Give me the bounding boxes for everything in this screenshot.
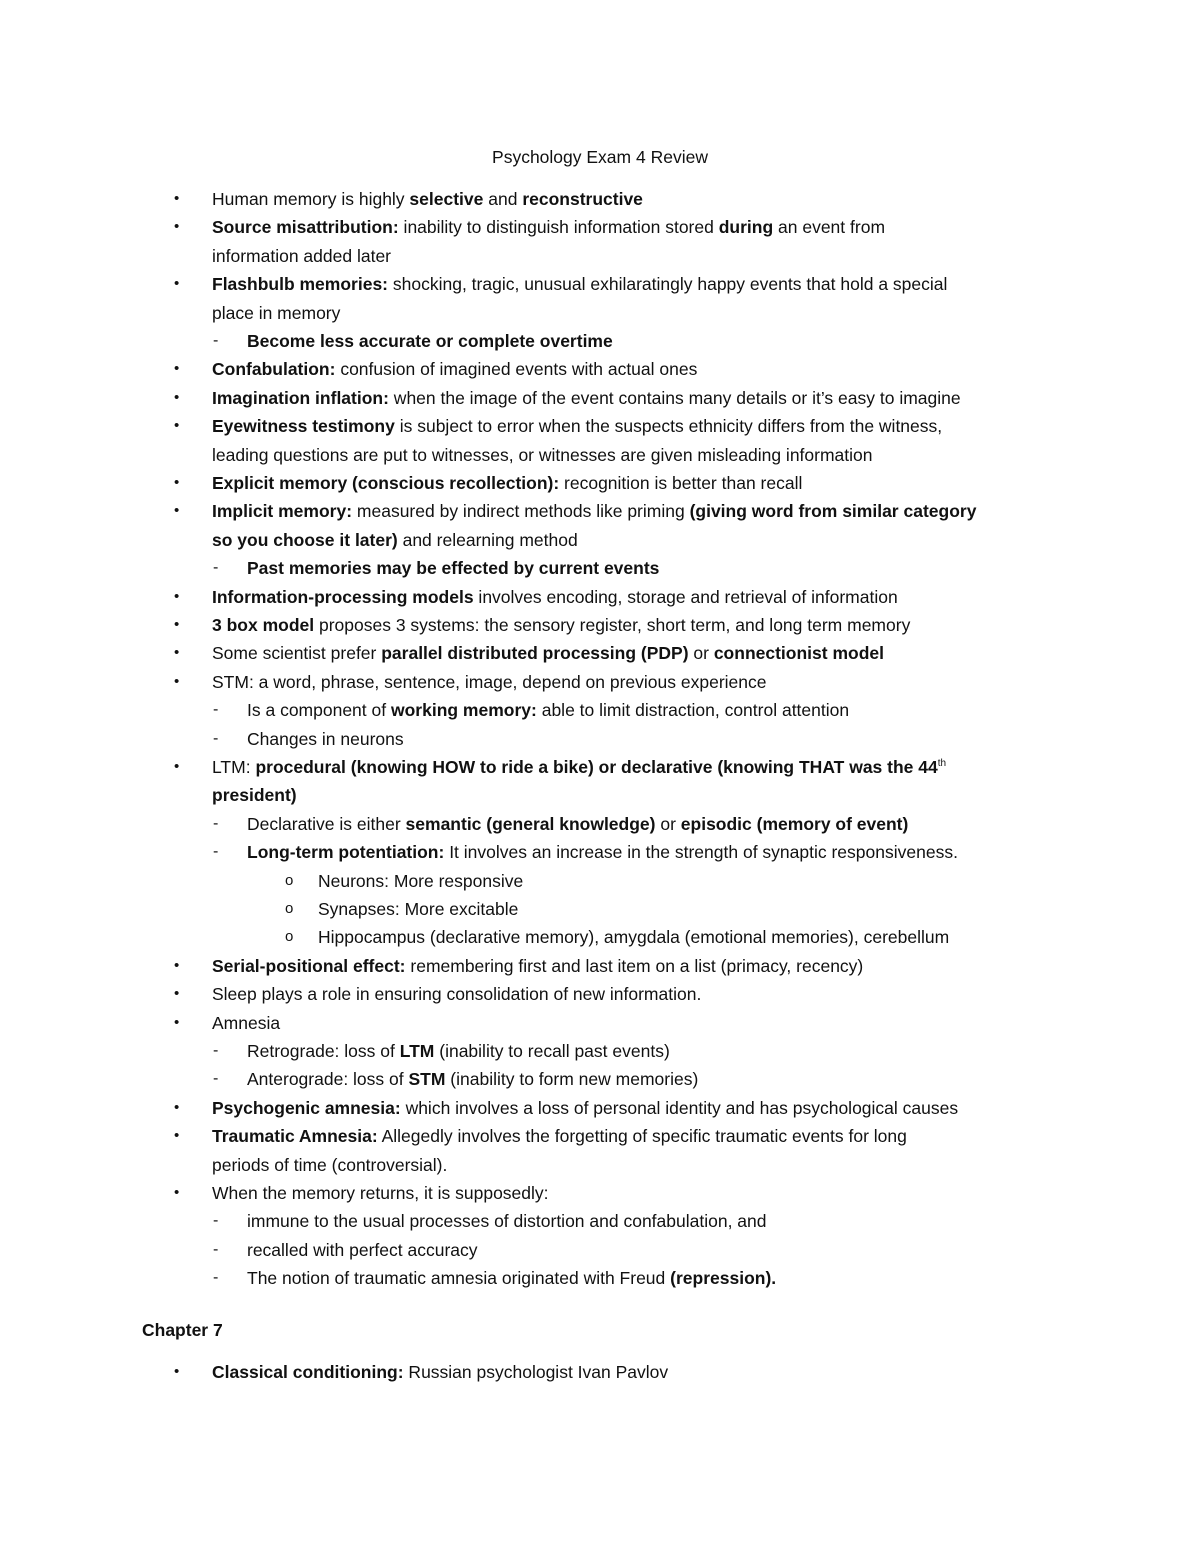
list-item-line [212,187,1092,211]
list-item-line [212,1096,1092,1120]
list-item-line [247,1209,1127,1233]
text-run: When the memory returns, it is supposedly: [212,1183,549,1203]
text-run: and [483,189,523,209]
text-run: semantic (general knowledge) [405,813,656,834]
text-run: or [655,813,681,834]
dash-icon: - [213,1070,219,1088]
list-item-line [212,301,1092,325]
text-run: th [937,758,947,770]
bullet-icon: • [174,502,180,520]
text-run: Flashbulb memories: [212,274,389,295]
text-run: Traumatic Amnesia: [212,1126,378,1147]
list-item-line [247,329,1127,353]
text-run: shocking, tragic, unusual exhilaratingly happy events that hold a special [388,274,948,295]
text-run: or [688,643,714,664]
list-item-line [212,982,1092,1006]
text-run: remembering first and last item on a list (primacy, recency) [405,955,864,976]
text-run: when the image of the event contains many details or it’s easy to imagine [388,387,961,408]
text-run: able to limit distraction, control attention [536,700,850,721]
list-item-line [247,727,1127,751]
text-run: Synapses: More excitable [318,899,519,919]
text-run: episodic (memory of event) [680,813,909,834]
text-run: STM [408,1069,446,1090]
text-run: working memory: [390,700,537,721]
bullet-icon: • [174,672,180,690]
text-run: Serial-positional effect: [212,955,406,976]
bullet-icon: • [174,1127,180,1145]
text-run: so you choose it later) [212,529,398,550]
text-run: periods of time (controversial). [212,1154,448,1175]
text-run: parallel distributed processing (PDP) [381,643,689,664]
text-run: Anterograde: loss of [247,1069,409,1090]
text-run: Source misattribution: [212,217,399,238]
text-run: (inability to recall past events) [434,1041,670,1061]
text-run: Amnesia [212,1012,281,1033]
list-item-line [212,641,1092,665]
text-run: Become less accurate or complete overtime [247,331,613,351]
text-run: is subject to error when the suspects ethnicity differs from the witness, [394,416,943,437]
text-run: The notion of traumatic amnesia originated with Freud [247,1268,671,1289]
text-run: Is a component of [247,700,391,721]
list-item-line [212,357,1092,381]
list-item-line [212,244,1092,268]
bullet-icon: • [174,417,180,435]
bullet-icon: • [174,985,180,1003]
text-run: LTM: [212,757,256,777]
bullet-icon: • [174,218,180,236]
text-run: Neurons: More responsive [318,870,524,891]
list-item-line [212,215,1092,239]
dash-icon: - [213,559,219,577]
list-item-line [247,1238,1127,1262]
text-run: inability to distinguish information stored [398,217,719,238]
text-run: Some scientist prefer [212,643,382,664]
text-run: Changes in neurons [247,728,404,749]
text-run: Implicit memory: [212,501,353,522]
circle-bullet-icon: o [285,928,294,946]
text-run: Explicit memory (conscious recollection): [212,473,560,493]
list-item-line [247,1266,1127,1290]
list-item-line [212,1011,1092,1035]
list-item-line [212,528,1092,552]
text-run: 3 box model [212,615,315,635]
list-item-line [212,386,1092,410]
text-run: Past memories may be effected by current events [247,558,660,579]
list-item-line [247,1039,1127,1063]
list-item-line [212,670,1092,694]
list-item-line [247,556,1127,580]
list-item-line [212,1181,1092,1205]
dash-icon: - [213,1212,219,1230]
text-run: reconstructive [522,189,643,209]
bullet-icon: • [174,644,180,662]
circle-bullet-icon: o [285,900,294,917]
dash-icon: - [213,701,219,719]
list-item-line [212,443,1092,467]
text-run: Hippocampus (declarative memory), amygdala (emotional memories), cerebellum [318,927,950,948]
list-item-line [212,954,1092,978]
list-item-line [212,755,1092,779]
text-run: Confabulation: [212,359,336,380]
list-item-line [247,1067,1127,1091]
text-run: recalled with perfect accuracy [247,1239,478,1260]
text-run: (giving word from similar category [689,501,977,522]
text-run: Russian psychologist Ivan Pavlov [403,1362,669,1382]
text-run: STM: a word, phrase, sentence, image, depend on previous experience [212,671,767,692]
bullet-icon: • [174,360,180,378]
text-run: and relearning method [397,529,578,550]
list-item-line [212,414,1092,438]
list-item-line [212,471,1092,495]
list-item-line [318,869,1198,893]
list-item-line [318,897,1198,921]
text-run: an event from [773,217,886,238]
bullet-icon: • [174,1013,180,1031]
chapter-heading: Chapter 7 [142,1320,223,1340]
bullet-icon: • [174,190,180,207]
text-run: president) [212,785,297,806]
text-run: leading questions are put to witnesses, or witnesses are given misleading information [212,444,873,465]
text-run: recognition is better than recall [559,473,803,493]
bullet-icon: • [174,587,180,605]
list-item-line [212,1124,1092,1148]
text-run: Sleep plays a role in ensuring consolidation of new information. [212,984,702,1005]
bullet-icon: • [174,388,180,406]
text-run: place in memory [212,302,341,323]
bullet-icon: • [174,956,180,974]
text-run: Imagination inflation: [212,387,389,408]
bullet-icon: • [174,1363,180,1380]
dash-icon: - [213,1240,219,1258]
bullet-icon: • [174,1184,180,1201]
list-item-line [212,1153,1092,1177]
list-item-line [212,272,1092,296]
text-run: Allegedly involves the forgetting of specific traumatic events for long [377,1126,907,1147]
text-run: Retrograde: loss of [247,1041,400,1061]
text-run: Classical conditioning: [212,1362,404,1382]
text-run: which involves a loss of personal identity and has psychological causes [400,1097,959,1118]
bullet-icon: • [174,758,180,775]
text-run: (repression). [670,1268,777,1289]
list-item-line [212,585,1092,609]
text-run: Information-processing models [212,586,474,607]
text-run: LTM [399,1041,435,1061]
list-item-line [247,812,1127,836]
list-item-line [212,1360,1092,1384]
bullet-icon: • [174,275,180,293]
dash-icon: - [213,814,219,832]
bullet-icon: • [174,616,180,633]
text-run: (inability to form new memories) [445,1069,699,1090]
bullet-icon: • [174,474,180,491]
dash-icon: - [213,843,219,861]
text-run: connectionist model [713,643,884,664]
dash-icon: - [213,1042,219,1059]
text-run: Declarative is either [247,813,406,834]
page-title: Psychology Exam 4 Review [492,147,708,167]
list-item-line [212,783,1092,807]
dash-icon: - [213,729,219,747]
dash-icon: - [213,1269,219,1287]
list-item-line [212,613,1092,637]
text-run: during [718,217,774,238]
list-item-line [212,499,1092,523]
text-run: Psychogenic amnesia: [212,1097,401,1118]
text-run: proposes 3 systems: the sensory register, short term, and long term memory [314,615,911,635]
list-item-line [247,698,1127,722]
text-run: immune to the usual processes of distortion and confabulation, and [247,1211,767,1232]
text-run: Human memory is highly [212,189,410,209]
text-run: Long-term potentiation: [247,842,445,863]
text-run: It involves an increase in the strength of synaptic responsiveness. [444,842,958,863]
text-run: involves encoding, storage and retrieval of information [473,586,898,607]
text-run: confusion of imagined events with actual ones [335,359,698,380]
text-run: measured by indirect methods like priming [352,501,690,522]
text-run: procedural (knowing HOW to ride a bike) or declarative (knowing THAT was the 44 [255,757,938,777]
text-run: Eyewitness testimony [212,416,395,437]
list-item-line [318,925,1198,949]
list-item-line [247,840,1127,864]
circle-bullet-icon: o [285,871,294,889]
text-run: selective [409,189,484,209]
bullet-icon: • [174,1098,180,1116]
text-run: information added later [212,245,391,266]
dash-icon: - [213,332,219,349]
